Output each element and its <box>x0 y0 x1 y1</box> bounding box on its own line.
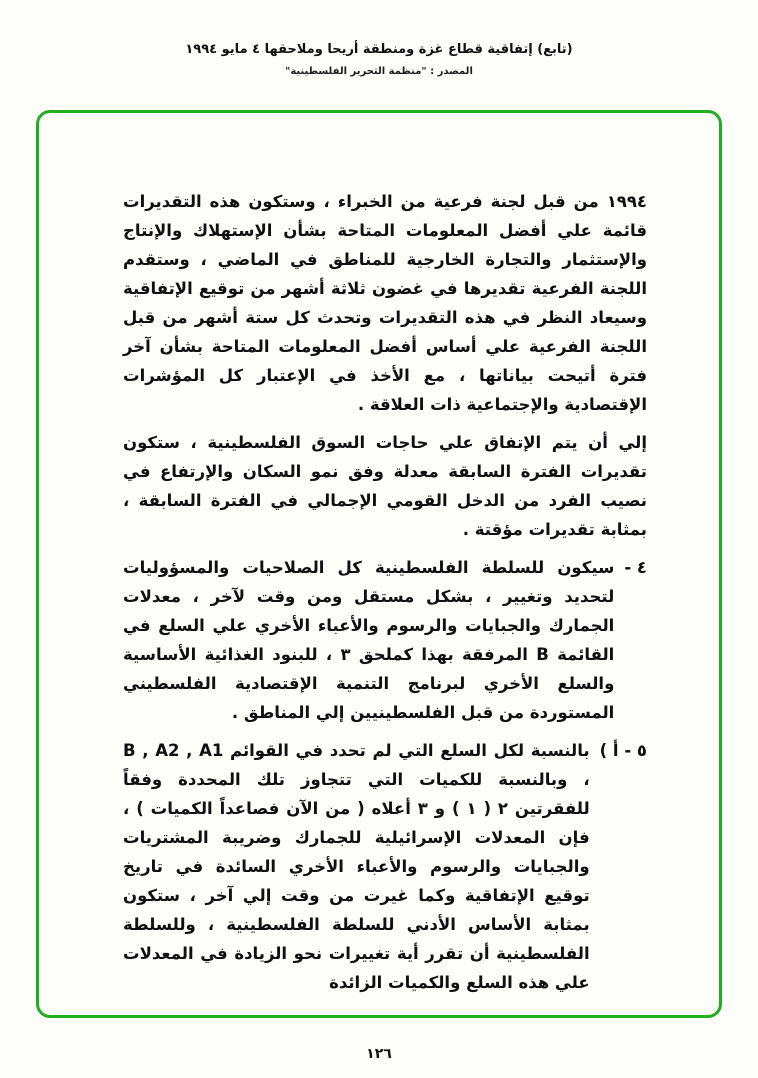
list-item-5 <box>123 736 647 997</box>
list-item-5-text: بالنسبة لكل السلع التي لم تحدد في القوائم B , A2 , A1 ، وبالنسبة للكميات التي تتجاوز تلك المحددة وفقاً للفقرتين ٢ ( ١ ) و ٣ أعلاه ( من الآن فصاعداً الكميات ) ، فإن المعدلات الإسرائيلية للجمارك وضريبة المشتريات والجبايات والرسوم والأعباء الأخري السائدة في تاريخ توقيع الإتفاقية وكما غيرت من وقت إلي آخر ، ستكون بمثابة الأساس الأدني للسلطة الفلسطينية ، وللسلطة الفلسطينية أن تقرر أية تغييرات نحو الزيادة في المعدلات علي هذه السلع والكميات الزائدة <box>123 741 590 992</box>
page-number: ١٢٦ <box>366 1046 392 1062</box>
content-frame <box>36 110 722 1018</box>
list-item-4 <box>123 553 647 727</box>
paragraph-2: إلي أن يتم الإتفاق علي حاجات السوق الفلسطينية ، ستكون تقديرات الفترة السابقة معدلة وفق نمو السكان والإرتفاع في نصيب الفرد من الدخل القومي الإجمالي في الفترة السابقة ، بمثابة تقديرات مؤقتة . <box>123 433 647 539</box>
document-body <box>39 113 719 997</box>
list-item-4-text: سيكون للسلطة الفلسطينية كل الصلاحيات والمسؤوليات لتحديد وتغيير ، بشكل مستقل ومن وقت لآخر ، معدلات الجمارك والجبايات والرسوم والأعباء الأخري علي السلع في القائمة B المرفقة بهذا كملحق ٣ ، للبنود الغذائية الأساسية والسلع الأخري لبرنامج التنمية الإقتصادية الفلسطيني المستوردة من قبل الفلسطينيين إلي المناطق . <box>123 558 615 722</box>
document-title: (تابع) إتفاقية قطاع غزة ومنطقة أريحا وملاحقها ٤ مايو ١٩٩٤ <box>185 42 573 57</box>
list-item-5-marker: ٥ - أ ) <box>599 741 647 760</box>
document-source: المصدر : "منظمة التحرير الفلسطينية" <box>285 66 473 77</box>
paragraph-1: ١٩٩٤ من قبل لجنة فرعية من الخبراء ، وستكون هذه التقديرات قائمة علي أفضل المعلومات المتاحة بشأن الإستهلاك والإنتاج والإستثمار والتجارة الخارجية للمناطق في الماضي ، وستقدم اللجنة الفرعية تقديرها في غضون ثلاثة أشهر من توقيع الإتفاقية وسيعاد النظر في هذه التقديرات وتحدث كل ستة أشهر من قبل اللجنة الفرعية علي أساس أفضل المعلومات المتاحة بشأن آخر فترة أتيحت بياناتها ، مع الأخذ في الإعتبار كل المؤشرات الإقتصادية والإجتماعية ذات العلاقة . <box>123 192 647 414</box>
list-item-4-marker: ٤ - <box>624 558 647 577</box>
page-header <box>0 42 758 77</box>
